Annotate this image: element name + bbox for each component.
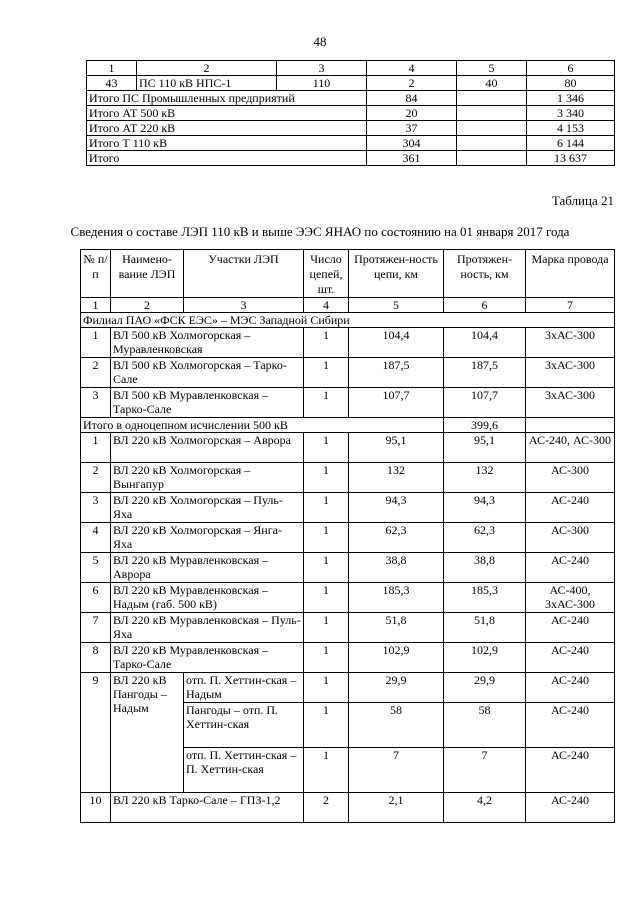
circuit-length-value: 7 xyxy=(349,748,444,793)
col-number: 2 xyxy=(137,61,277,76)
col-number: 7 xyxy=(526,298,615,313)
total-row xyxy=(87,121,615,136)
length-value: 58 xyxy=(444,703,526,748)
circuit-length-value: 132 xyxy=(349,463,444,493)
total-row xyxy=(87,91,615,106)
length-value: 104,4 xyxy=(444,328,526,358)
circuits-value: 1 xyxy=(304,358,349,388)
wire-value: 3хАС-300 xyxy=(526,328,615,358)
total-row xyxy=(87,106,615,121)
empty-cell xyxy=(457,106,527,121)
section-name: отп. П. Хеттин-ская – П. Хеттин-ская xyxy=(184,748,304,793)
row-number: 3 xyxy=(81,493,111,523)
length-value: 51,8 xyxy=(444,613,526,643)
circuits-value: 1 xyxy=(304,673,349,703)
line-name: ВЛ 220 кВ Пангоды – Надым xyxy=(111,673,184,793)
page-number: 48 xyxy=(313,34,327,49)
cell-value: 80 xyxy=(527,76,615,91)
wire-value: 3хАС-300 xyxy=(526,388,615,418)
length-value: 7 xyxy=(444,748,526,793)
total-row xyxy=(81,418,615,433)
row-number: 5 xyxy=(81,553,111,583)
table-row xyxy=(81,643,615,673)
circuits-value: 2 xyxy=(304,793,349,823)
total-capacity: 3 340 xyxy=(527,106,615,121)
col-number: 3 xyxy=(277,61,367,76)
table-caption: Таблица 21 xyxy=(551,193,614,208)
total-label: Итого ПС Промышленных предприятий xyxy=(87,91,367,106)
wire-value: АС-240 xyxy=(526,643,615,673)
empty-cell xyxy=(457,136,527,151)
total-count: 84 xyxy=(367,91,457,106)
circuits-value: 1 xyxy=(304,523,349,553)
cell-value: 2 xyxy=(367,76,457,91)
wire-value: АС-240 xyxy=(526,703,615,748)
line-name: ВЛ 220 кВ Муравленковская – Надым (габ. 500 кВ) xyxy=(111,583,304,613)
wire-value: АС-240 xyxy=(526,613,615,643)
circuits-value: 1 xyxy=(304,643,349,673)
header-name: Наимено-вание ЛЭП xyxy=(111,250,184,298)
header-row xyxy=(81,250,615,298)
length-value: 38,8 xyxy=(444,553,526,583)
row-number: 9 xyxy=(81,673,111,793)
table-row xyxy=(81,673,615,703)
header-circuit-length: Протяжен-ность цепи, км xyxy=(349,250,444,298)
total-length: 399,6 xyxy=(444,418,526,433)
circuit-length-value: 51,8 xyxy=(349,613,444,643)
wire-value: АС-240 xyxy=(526,748,615,793)
wire-value: АС-240 xyxy=(526,793,615,823)
total-label: Итого в одноцепном исчислении 500 кВ xyxy=(81,418,444,433)
circuits-value: 1 xyxy=(304,388,349,418)
line-name: ВЛ 220 кВ Муравленковская – Пуль-Яха xyxy=(111,613,304,643)
circuits-value: 1 xyxy=(304,493,349,523)
circuit-length-value: 2,1 xyxy=(349,793,444,823)
circuit-length-value: 29,9 xyxy=(349,673,444,703)
col-number: 5 xyxy=(349,298,444,313)
col-number: 1 xyxy=(87,61,137,76)
table-row xyxy=(81,433,615,463)
section-name: отп. П. Хеттин-ская – Надым xyxy=(184,673,304,703)
column-number-row xyxy=(87,61,615,76)
header-wire: Марка провода xyxy=(526,250,615,298)
row-number: 2 xyxy=(81,463,111,493)
length-value: 62,3 xyxy=(444,523,526,553)
col-number: 6 xyxy=(444,298,526,313)
branch-label: Филиал ПАО «ФСК ЕЭС» – МЭС Западной Сибири xyxy=(81,313,615,328)
circuits-value: 1 xyxy=(304,328,349,358)
row-number: 7 xyxy=(81,613,111,643)
circuits-value: 1 xyxy=(304,703,349,748)
table-row xyxy=(81,493,615,523)
substation-name: ПС 110 кВ НПС-1 xyxy=(137,76,277,91)
branch-row xyxy=(81,313,615,328)
header-length: Протяжен-ность, км xyxy=(444,250,526,298)
length-value: 95,1 xyxy=(444,433,526,463)
table-row xyxy=(81,358,615,388)
circuit-length-value: 104,4 xyxy=(349,328,444,358)
circuit-length-value: 102,9 xyxy=(349,643,444,673)
row-number: 3 xyxy=(81,388,111,418)
row-number: 4 xyxy=(81,523,111,553)
empty-cell xyxy=(457,151,527,166)
circuit-length-value: 58 xyxy=(349,703,444,748)
total-label: Итого АТ 500 кВ xyxy=(87,106,367,121)
empty-cell xyxy=(457,91,527,106)
line-name: ВЛ 500 кВ Холмогорская – Тарко-Сале xyxy=(111,358,304,388)
circuits-value: 1 xyxy=(304,433,349,463)
length-value: 185,3 xyxy=(444,583,526,613)
column-number-row xyxy=(81,298,615,313)
length-value: 94,3 xyxy=(444,493,526,523)
table-row xyxy=(81,523,615,553)
row-number: 10 xyxy=(81,793,111,823)
col-number: 2 xyxy=(111,298,184,313)
total-row xyxy=(87,151,615,166)
circuit-length-value: 95,1 xyxy=(349,433,444,463)
circuits-value: 1 xyxy=(304,583,349,613)
wire-value: 3хАС-300 xyxy=(526,358,615,388)
length-value: 132 xyxy=(444,463,526,493)
total-row xyxy=(87,136,615,151)
header-num: № п/п xyxy=(81,250,111,298)
length-value: 29,9 xyxy=(444,673,526,703)
table-row xyxy=(81,613,615,643)
circuit-length-value: 185,3 xyxy=(349,583,444,613)
col-number: 4 xyxy=(367,61,457,76)
header-circuits: Число цепей, шт. xyxy=(304,250,349,298)
total-capacity: 4 153 xyxy=(527,121,615,136)
line-name: ВЛ 500 кВ Муравленковская – Тарко-Сале xyxy=(111,388,304,418)
col-number: 1 xyxy=(81,298,111,313)
cell-value: 40 xyxy=(457,76,527,91)
total-label: Итого Т 110 кВ xyxy=(87,136,367,151)
line-name: ВЛ 220 кВ Холмогорская – Аврора xyxy=(111,433,304,463)
row-number: 6 xyxy=(81,583,111,613)
length-value: 107,7 xyxy=(444,388,526,418)
wire-value: АС-240, АС-300 xyxy=(526,433,615,463)
line-name: ВЛ 220 кВ Холмогорская – Янга-Яха xyxy=(111,523,304,553)
row-number: 8 xyxy=(81,643,111,673)
section-name: Пангоды – отп. П. Хеттин-ская xyxy=(184,703,304,748)
substations-table xyxy=(86,60,615,166)
total-label: Итого xyxy=(87,151,367,166)
wire-value: АС-300 xyxy=(526,523,615,553)
wire-value: АС-240 xyxy=(526,673,615,703)
wire-value: АС-240 xyxy=(526,553,615,583)
wire-value: АС-300 xyxy=(526,463,615,493)
row-number: 2 xyxy=(81,358,111,388)
header-sections: Участки ЛЭП xyxy=(184,250,304,298)
row-number: 1 xyxy=(81,328,111,358)
line-name: ВЛ 220 кВ Муравленковская – Аврора xyxy=(111,553,304,583)
circuits-value: 1 xyxy=(304,613,349,643)
length-value: 4,2 xyxy=(444,793,526,823)
total-capacity: 1 346 xyxy=(527,91,615,106)
length-value: 102,9 xyxy=(444,643,526,673)
circuits-value: 1 xyxy=(304,463,349,493)
table-row xyxy=(81,328,615,358)
empty-cell xyxy=(526,418,615,433)
circuit-length-value: 94,3 xyxy=(349,493,444,523)
total-capacity: 6 144 xyxy=(527,136,615,151)
circuit-length-value: 38,8 xyxy=(349,553,444,583)
power-lines-table xyxy=(80,249,615,823)
table-row xyxy=(81,553,615,583)
col-number: 4 xyxy=(304,298,349,313)
circuit-length-value: 187,5 xyxy=(349,358,444,388)
total-count: 304 xyxy=(367,136,457,151)
col-number: 5 xyxy=(457,61,527,76)
col-number: 6 xyxy=(527,61,615,76)
line-name: ВЛ 220 кВ Тарко-Сале – ГПЗ-1,2 xyxy=(111,793,304,823)
table-row xyxy=(81,463,615,493)
line-name: ВЛ 500 кВ Холмогорская – Муравленковская xyxy=(111,328,304,358)
length-value: 187,5 xyxy=(444,358,526,388)
row-number: 43 xyxy=(87,76,137,91)
wire-value: АС-240 xyxy=(526,493,615,523)
total-capacity: 13 637 xyxy=(527,151,615,166)
circuit-length-value: 107,7 xyxy=(349,388,444,418)
total-count: 37 xyxy=(367,121,457,136)
circuits-value: 1 xyxy=(304,553,349,583)
empty-cell xyxy=(457,121,527,136)
total-count: 361 xyxy=(367,151,457,166)
total-label: Итого АТ 220 кВ xyxy=(87,121,367,136)
line-name: ВЛ 220 кВ Холмогорская – Вынгапур xyxy=(111,463,304,493)
total-count: 20 xyxy=(367,106,457,121)
circuits-value: 1 xyxy=(304,748,349,793)
line-name: ВЛ 220 кВ Холмогорская – Пуль-Яха xyxy=(111,493,304,523)
cell-value: 110 xyxy=(277,76,367,91)
wire-value: АС-400, 3хАС-300 xyxy=(526,583,615,613)
circuit-length-value: 62,3 xyxy=(349,523,444,553)
table-row xyxy=(87,76,615,91)
table-heading: Сведения о составе ЛЭП 110 кВ и выше ЭЭС ЯНАО по состоянию на 01 января 2017 года xyxy=(70,224,570,239)
table-row xyxy=(81,388,615,418)
line-name: ВЛ 220 кВ Муравленковская – Тарко-Сале xyxy=(111,643,304,673)
table-row xyxy=(81,583,615,613)
table-row xyxy=(81,793,615,823)
row-number: 1 xyxy=(81,433,111,463)
col-number: 3 xyxy=(184,298,304,313)
